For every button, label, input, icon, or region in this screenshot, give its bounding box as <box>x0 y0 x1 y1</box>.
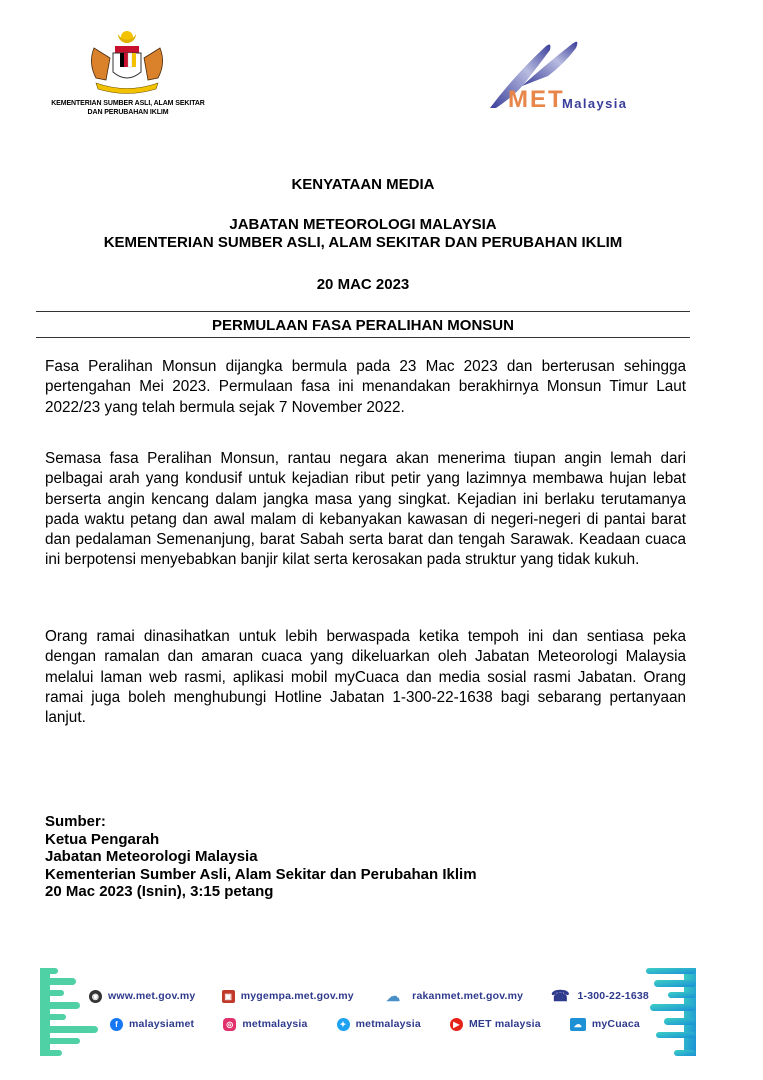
source-line: Kementerian Sumber Asli, Alam Sekitar dan Perubahan Iklim <box>45 865 477 883</box>
footer-link-text: myCuaca <box>591 1018 640 1030</box>
footer-link-text: www.met.gov.my <box>108 990 196 1002</box>
footer-link-website[interactable] <box>89 990 195 1003</box>
footer-link-text: metmalaysia <box>242 1018 308 1030</box>
footer-link-text: metmalaysia <box>355 1018 421 1030</box>
footer-hotline[interactable] <box>549 990 649 1003</box>
source-block <box>45 813 477 901</box>
agency-title: JABATAN METEOROLOGI MALAYSIA <box>229 216 497 233</box>
document-label: KENYATAAN MEDIA <box>291 176 435 193</box>
ministry-title: KEMENTERIAN SUMBER ASLI, ALAM SEKITAR DAN PERUBAHAN IKLIM <box>103 234 623 251</box>
footer-link-mygempa[interactable] <box>222 990 354 1003</box>
footer-link-text: rakanmet.met.gov.my <box>412 990 524 1002</box>
coat-of-arms-logo <box>78 28 176 98</box>
youtube-icon: ▶ <box>450 1018 463 1031</box>
ministry-caption <box>36 99 220 117</box>
divider-top <box>36 311 690 312</box>
facebook-icon: f <box>110 1018 123 1031</box>
source-line: Ketua Pengarah <box>45 830 160 848</box>
footer-link-text: 1-300-22-1638 <box>577 990 649 1002</box>
footer-link-rakanmet[interactable] <box>380 987 524 1004</box>
footer-link-text: mygempa.met.gov.my <box>240 990 354 1002</box>
footer-link-facebook[interactable] <box>110 1018 194 1031</box>
met-malaysia-logo <box>484 36 654 114</box>
paragraph-3: Orang ramai dinasihatkan untuk lebih berwaspada ketika tempoh ini dan sentiasa peka dengan ramalan dan amaran cuaca yang dikeluarkan oleh Jabatan Meteorologi Malaysia melalui laman web rasmi, aplikasi mobil myCuaca dan media sosial rasmi Jabatan. Orang ramai juga boleh menghubungi Hotline Jabatan 1-300-22-1638 bagi sebarang pertanyaan lanjut. <box>45 628 686 727</box>
footer-blue-bars-decoration <box>634 968 696 1056</box>
ministry-caption-line2: DAN PERUBAHAN IKLIM <box>87 109 169 116</box>
subject-title: PERMULAAN FASA PERALIHAN MONSUN <box>212 317 514 334</box>
mycuaca-icon: ☁ <box>570 1018 586 1031</box>
cloud-icon: ☁ <box>380 990 406 1003</box>
malaysia-logo-text: Malaysia <box>562 96 628 111</box>
footer-link-text: MET malaysia <box>468 1018 541 1030</box>
footer-green-bars-decoration <box>40 968 110 1056</box>
source-line: Jabatan Meteorologi Malaysia <box>45 848 258 865</box>
instagram-icon: ◎ <box>223 1018 236 1031</box>
phone-icon: ☎ <box>551 988 570 1005</box>
globe-icon: ◉ <box>89 990 102 1003</box>
footer-link-text: malaysiamet <box>129 1018 195 1030</box>
footer-contact-row-1 <box>89 987 649 1005</box>
paragraph-2: Semasa fasa Peralihan Monsun, rantau negara akan menerima tiupan angin lemah dari pelbagai arah yang kondusif untuk kejadian ribut petir yang lazimnya membawa hujan lebat berserta angin kencang dalam jangka masa yang singkat. Kejadian ini berlaku terutamanya pada waktu petang dan awal malam di kebanyakan kawasan di negeri-negeri di pantai barat dan pedalaman Semenanjung, barat Sabah serta barat dan tengah Sarawak. Keadaan cuaca ini berpotensi menyebabkan banjir kilat serta kerosakan pada struktur yang tidak kukuh. <box>45 450 686 569</box>
paragraph-1: Fasa Peralihan Monsun dijangka bermula pada 23 Mac 2023 dan berterusan sehingga pertengahan Mei 2023. Permulaan fasa ini menandakan berakhirnya Monsun Timur Laut 2022/23 yang telah bermula sejak 7 November 2022. <box>45 358 686 416</box>
ministry-caption-line1: KEMENTERIAN SUMBER ASLI, ALAM SEKITAR <box>51 100 205 107</box>
footer-contact-row-2 <box>110 1015 640 1033</box>
footer-link-youtube[interactable] <box>450 1018 541 1031</box>
divider-bottom <box>36 337 690 338</box>
twitter-icon: ✦ <box>337 1018 350 1031</box>
earthquake-icon: ▣ <box>222 990 235 1003</box>
source-line: 20 Mac 2023 (Isnin), 3:15 petang <box>45 883 274 900</box>
document-date: 20 MAC 2023 <box>316 276 410 293</box>
met-logo-text: MET <box>508 86 565 113</box>
footer-link-twitter[interactable] <box>337 1018 421 1031</box>
footer-link-mycuaca[interactable] <box>570 1018 640 1031</box>
footer-link-instagram[interactable] <box>223 1018 307 1031</box>
source-label: Sumber: <box>45 813 106 830</box>
